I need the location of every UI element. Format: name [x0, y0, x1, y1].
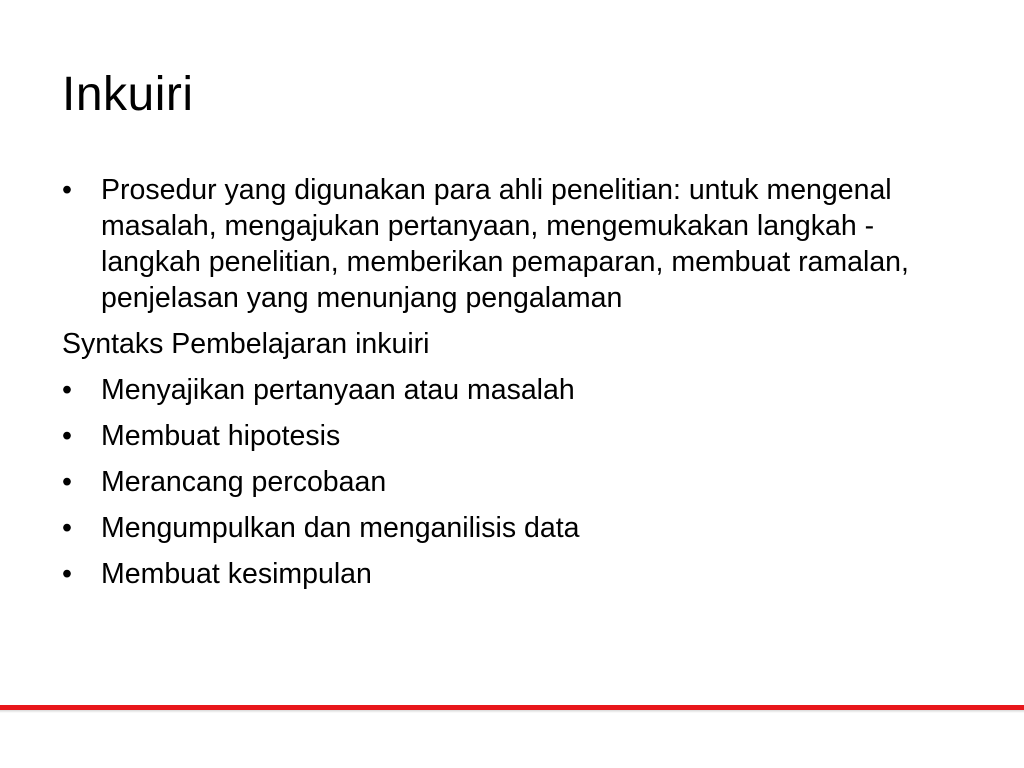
slide-title: Inkuiri: [62, 68, 194, 121]
step-text: Merancang percobaan: [101, 466, 387, 498]
bullet-icon: •: [62, 374, 72, 406]
step-text: Membuat kesimpulan: [101, 558, 372, 590]
bullet-icon: •: [62, 558, 72, 590]
bullet-icon: •: [62, 466, 72, 498]
footer-rule-shadow: [0, 710, 1024, 713]
step-item: [62, 556, 942, 592]
step-item: [62, 372, 942, 408]
bullet-icon: •: [62, 420, 72, 452]
step-item: [62, 510, 942, 546]
intro-bullet-text: Prosedur yang digunakan para ahli penelitian: untuk mengenal masalah, mengajukan pertanyaan, mengemukakan langkah -langkah penelitian, memberikan pemaparan, membuat ramalan, penjelasan yang menunjang pengalaman: [101, 174, 909, 314]
step-item: [62, 418, 942, 454]
step-text: Mengumpulkan dan menganilisis data: [101, 512, 580, 544]
step-text: Menyajikan pertanyaan atau masalah: [101, 374, 575, 406]
step-item: [62, 464, 942, 500]
slide-content: [62, 172, 942, 602]
subheading: Syntaks Pembelajaran inkuiri: [62, 328, 430, 360]
bullet-icon: •: [62, 174, 72, 206]
bullet-icon: •: [62, 512, 72, 544]
intro-bullet-item: [62, 172, 942, 316]
step-text: Membuat hipotesis: [101, 420, 341, 452]
